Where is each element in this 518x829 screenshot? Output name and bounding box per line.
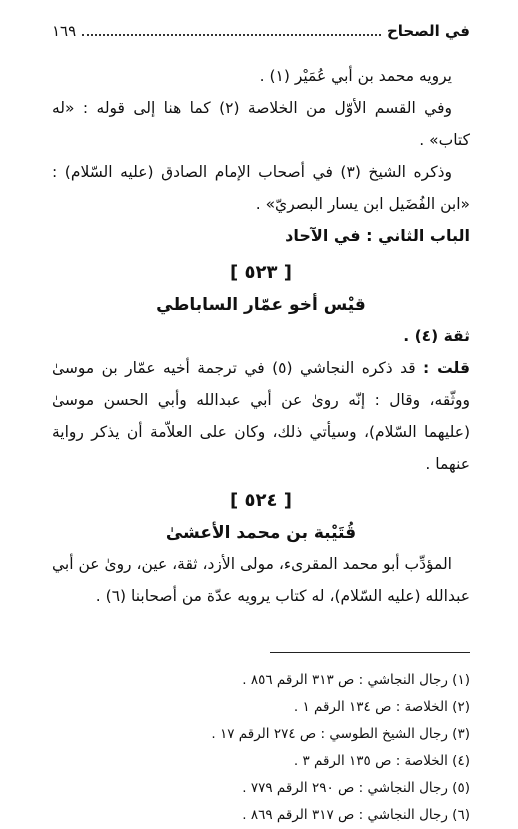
entry-text-524: المؤدِّب أبو محمد المقرىء، مولى الأزد، ثقة، عين، روىٰ عن أبي عبدالله (عليه السّلام)، له كتاب يرويه عدّة من أصحابنا (٦) . [52,555,470,605]
body-line-1: يرويه محمد بن أبي عُمَيْر (١) . [259,67,452,85]
entry-number-523: [ ٥٢٣ ] [230,262,292,283]
entry-number-524: [ ٥٢٤ ] [230,490,292,511]
entry-title-523: قيْس أخو عمّار الساباطي [156,295,366,315]
footnote-rule [270,652,470,653]
footnote-4: (٤) الخلاصة : ص ١٣٥ الرقم ٣ . [293,753,470,769]
footnote-1: (١) رجال النجاشي : ص ٣١٣ الرقم ٨٥٦ . [242,672,470,688]
footnote-2: (٢) الخلاصة : ص ١٣٤ الرقم ١ . [293,699,470,715]
body-line-3: وذكره الشيخ (٣) في أصحاب الإمام الصادق (عليه السّلام) : «ابن الفُضَيل ابن يسار البصريّ» . [52,163,470,213]
header-dot-leader [82,34,381,36]
section-heading: الباب الثاني : في الآحاد [285,226,470,245]
note-label: قلت : [423,359,471,377]
running-title: في الصحاح [386,22,470,40]
footnote-6: (٦) رجال النجاشي : ص ٣١٧ الرقم ٨٦٩ . [242,807,470,823]
page-number: ١٦٩ [52,22,77,40]
footnotes [52,667,470,829]
entry-rating-523: ثقة (٤) . [403,327,470,345]
running-header [52,22,470,40]
note-text: قد ذكره النجاشي (٥) في ترجمة أخيه عمّار بن موسىٰ ووثّقه، وقال : إنّه روىٰ عن أبي عبدالله وأبي الحسن موسىٰ (عليهما السّلام)، وسيأتي ذلك، وكان على العلاّمة أن يذكر رواية عنهما . [52,359,470,473]
entry-note-523 [52,352,470,480]
body-line-2: وفي القسم الأوّل من الخلاصة (٢) كما هنا إلى قوله : «له كتاب» . [52,99,470,149]
footnote-3: (٣) رجال الشيخ الطوسي : ص ٢٧٤ الرقم ١٧ . [211,726,470,742]
footnote-5: (٥) رجال النجاشي : ص ٢٩٠ الرقم ٧٧٩ . [242,780,470,796]
entry-title-524: قُتَيْبة بن محمد الأعشىٰ [165,523,357,543]
